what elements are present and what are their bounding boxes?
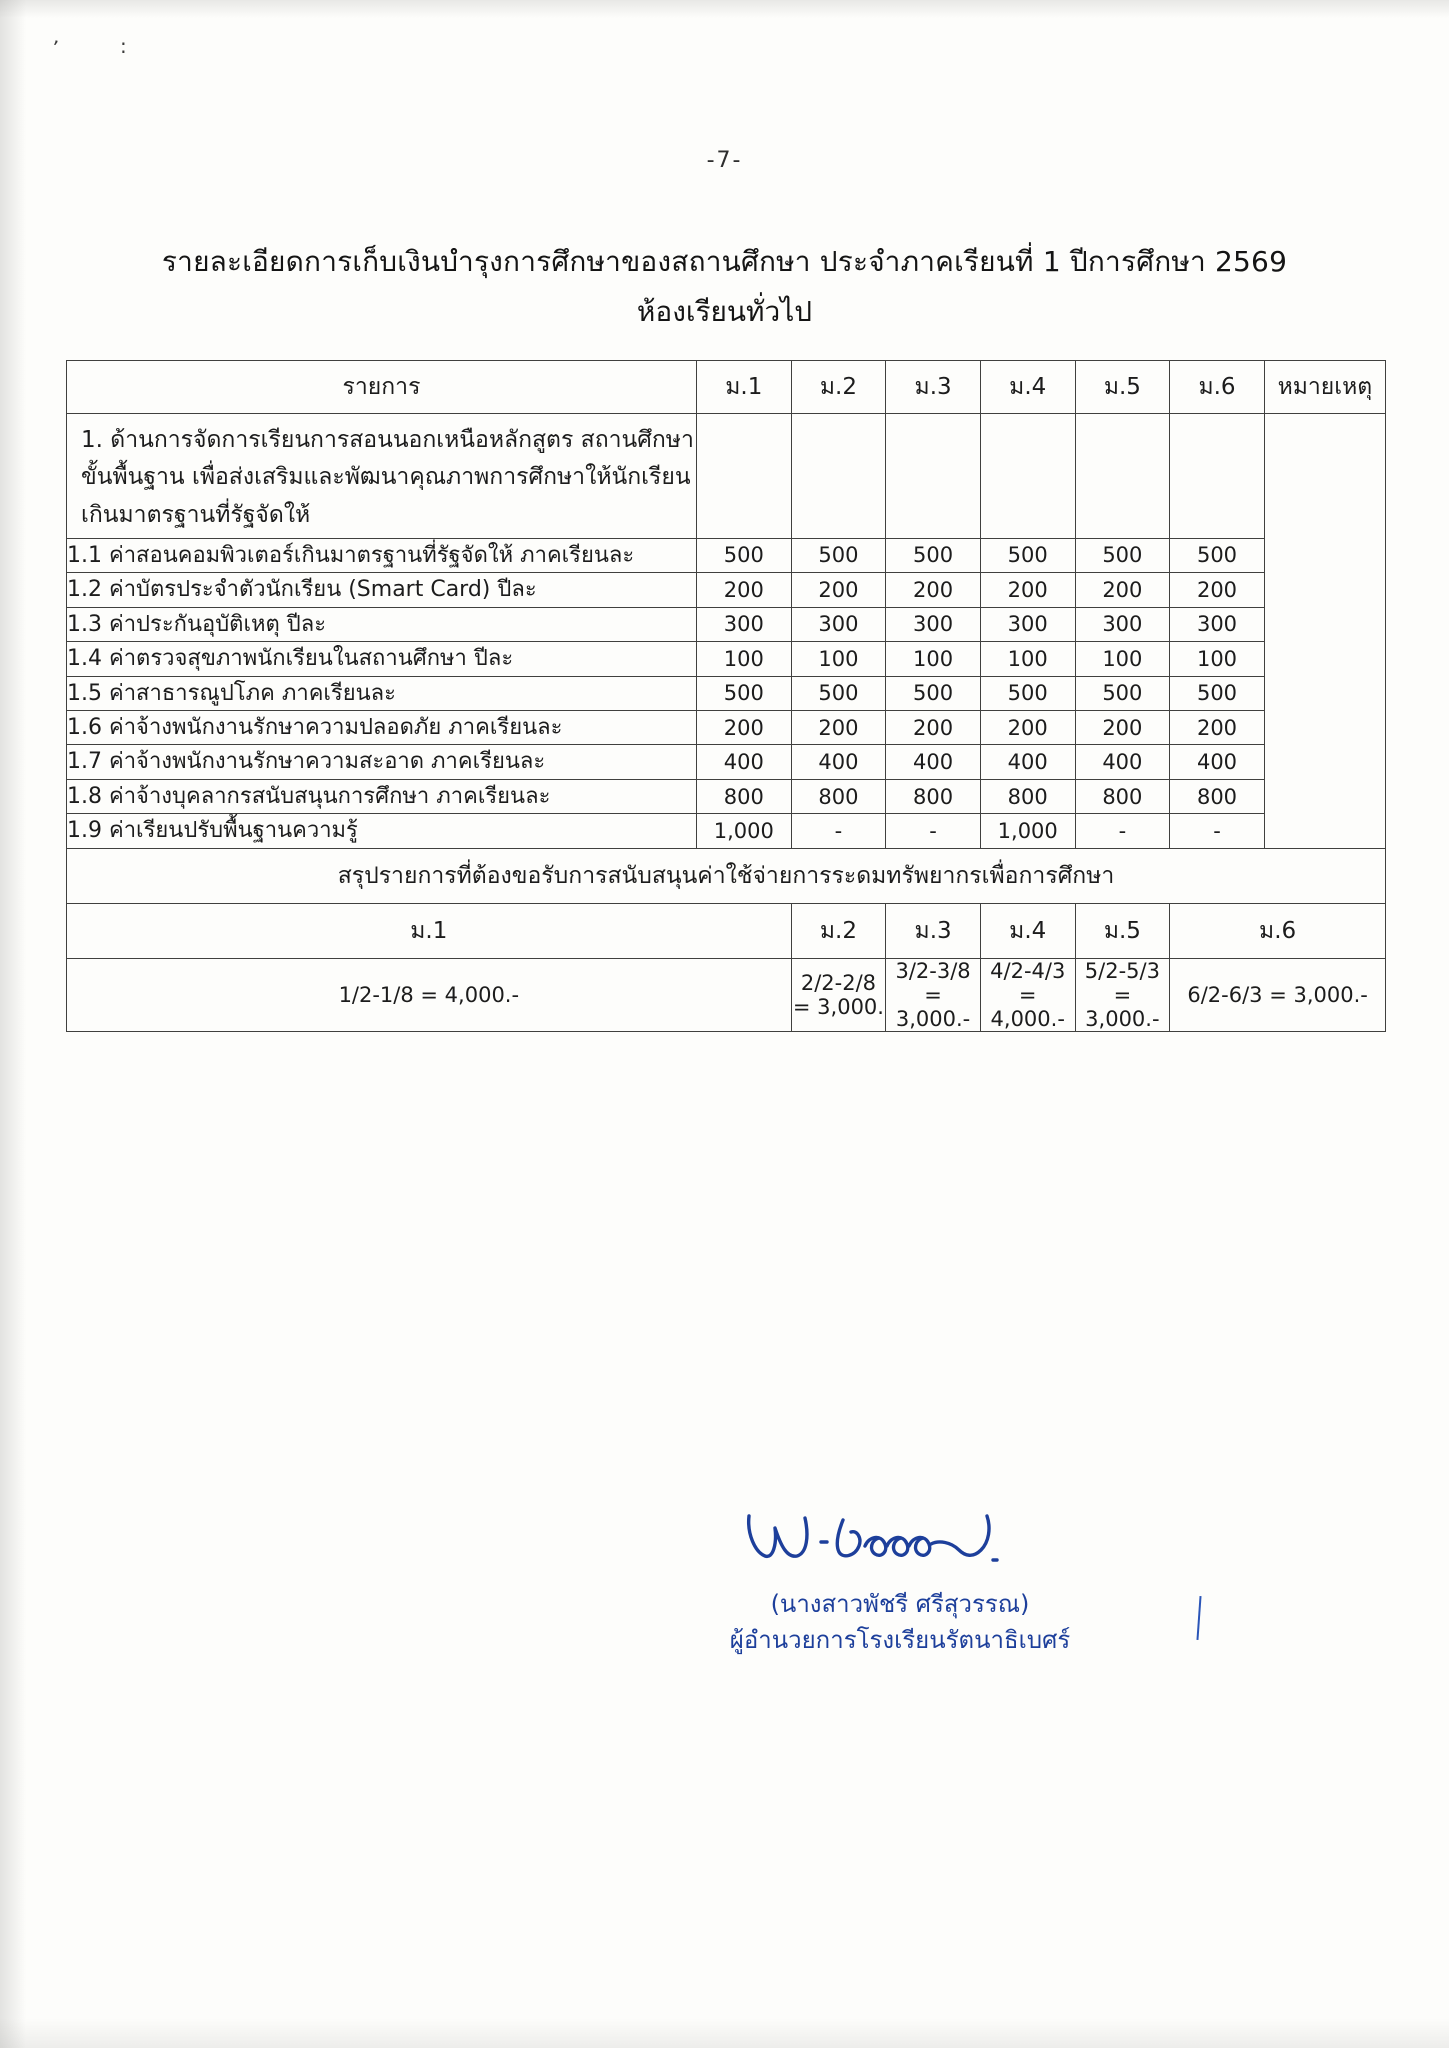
summary-value-m1: 1/2-1/8 = 4,000.-	[67, 958, 792, 1031]
row-value-m6: 300	[1170, 607, 1265, 641]
section-heading-blank-m6	[1170, 414, 1265, 539]
section-heading-line-2: ขั้นพื้นฐาน เพื่อส่งเสริมและพัฒนาคุณภาพการศึกษาให้นักเรียน	[81, 464, 691, 491]
page-subtitle: ห้องเรียนทั่วไป	[636, 295, 813, 328]
header-grade-m4: ม.4	[980, 361, 1075, 414]
row-value-m1: 200	[696, 573, 791, 607]
row-value-m4: 500	[980, 676, 1075, 710]
section-heading-blank-m2	[791, 414, 886, 539]
row-value-m1: 300	[696, 607, 791, 641]
row-label: 1.3 ค่าประกันอุบัติเหตุ ปีละ	[67, 607, 697, 641]
signatory-role: ผู้อำนวยการโรงเรียนรัตนาธิเบศร์	[729, 1626, 1071, 1654]
row-value-m1: 100	[696, 642, 791, 676]
row-value-m4: 200	[980, 573, 1075, 607]
summary-grade-m2: ม.2	[791, 903, 886, 958]
row-value-m2: 400	[791, 745, 886, 779]
ink-stroke-artifact	[1196, 1596, 1201, 1640]
row-value-m3: 100	[886, 642, 981, 676]
row-value-m2: 500	[791, 538, 886, 572]
section-heading-row	[67, 414, 1386, 539]
row-value-m3: 200	[886, 573, 981, 607]
row-value-m1: 800	[696, 779, 791, 813]
section-heading-blank-m1	[696, 414, 791, 539]
row-value-m5: 200	[1075, 573, 1170, 607]
summary-value-m6: 6/2-6/3 = 3,000.-	[1170, 958, 1386, 1031]
row-value-m6: -	[1170, 814, 1265, 848]
row-value-m2: 800	[791, 779, 886, 813]
section-heading-cell	[67, 414, 697, 539]
section-heading-line-1: 1. ด้านการจัดการเรียนการสอนนอกเหนือหลักสูตร สถานศึกษา	[81, 427, 694, 453]
row-value-m1: 500	[696, 676, 791, 710]
row-value-m2: 100	[791, 642, 886, 676]
row-value-m3: 400	[886, 745, 981, 779]
row-value-m1: 400	[696, 745, 791, 779]
row-value-m5: 800	[1075, 779, 1170, 813]
fee-table-header	[67, 361, 1386, 414]
summary-grade-m4: ม.4	[980, 903, 1075, 958]
summary-grade-m6: ม.6	[1170, 903, 1386, 958]
header-grade-m3: ม.3	[886, 361, 981, 414]
row-value-m4: 1,000	[980, 814, 1075, 848]
row-value-m3: 500	[886, 676, 981, 710]
row-value-m5: 100	[1075, 642, 1170, 676]
scan-artifact-speck: :	[120, 34, 127, 58]
row-value-m1: 500	[696, 538, 791, 572]
row-value-m4: 200	[980, 710, 1075, 744]
scan-edge-shading-bottom	[0, 2018, 1449, 2048]
row-value-m4: 100	[980, 642, 1075, 676]
row-value-m6: 500	[1170, 538, 1265, 572]
summary-value-m5: 5/2-5/3 = 3,000.-	[1075, 958, 1170, 1031]
scan-edge-shading-top	[0, 0, 1449, 18]
scan-artifact-speck: ʼ	[50, 35, 60, 61]
row-value-m5: 400	[1075, 745, 1170, 779]
page-title: รายละเอียดการเก็บเงินบำรุงการศึกษาของสถานศึกษา ประจำภาคเรียนที่ 1 ปีการศึกษา 2569	[161, 245, 1288, 278]
row-label: 1.7 ค่าจ้างพนักงานรักษาความสะอาด ภาคเรียนละ	[67, 745, 697, 779]
row-value-m2: 500	[791, 676, 886, 710]
row-value-m6: 400	[1170, 745, 1265, 779]
row-value-m6: 800	[1170, 779, 1265, 813]
row-value-m3: 200	[886, 710, 981, 744]
table-row	[67, 607, 1386, 641]
row-value-m2: -	[791, 814, 886, 848]
summary-value-m2: 2/2-2/8 = 3,000.	[791, 958, 886, 1031]
row-value-m3: 500	[886, 538, 981, 572]
row-label: 1.8 ค่าจ้างบุคลากรสนับสนุนการศึกษา ภาคเรียนละ	[67, 779, 697, 813]
note-column-cell	[1264, 414, 1385, 849]
row-value-m5: 200	[1075, 710, 1170, 744]
row-value-m6: 200	[1170, 710, 1265, 744]
summary-value-row	[67, 958, 1386, 1031]
table-row	[67, 779, 1386, 813]
row-value-m4: 800	[980, 779, 1075, 813]
row-label: 1.6 ค่าจ้างพนักงานรักษาความปลอดภัย ภาคเรียนละ	[67, 710, 697, 744]
table-row	[67, 745, 1386, 779]
row-label: 1.1 ค่าสอนคอมพิวเตอร์เกินมาตรฐานที่รัฐจัดให้ ภาคเรียนละ	[67, 538, 697, 572]
summary-grade-m1: ม.1	[67, 903, 792, 958]
signature-block	[660, 1500, 1140, 1658]
header-grade-m1: ม.1	[696, 361, 791, 414]
summary-title: สรุปรายการที่ต้องขอรับการสนับสนุนค่าใช้จ่ายการระดมทรัพยากรเพื่อการศึกษา	[67, 848, 1386, 903]
summary-title-row	[67, 848, 1386, 903]
summary-value-m3: 3/2-3/8 = 3,000.-	[886, 958, 981, 1031]
row-value-m1: 200	[696, 710, 791, 744]
row-value-m2: 200	[791, 573, 886, 607]
row-value-m1: 1,000	[696, 814, 791, 848]
row-label: 1.4 ค่าตรวจสุขภาพนักเรียนในสถานศึกษา ปีละ	[67, 642, 697, 676]
summary-value-m4: 4/2-4/3 = 4,000.-	[980, 958, 1075, 1031]
summary-grade-m3: ม.3	[886, 903, 981, 958]
table-row	[67, 642, 1386, 676]
row-label: 1.9 ค่าเรียนปรับพื้นฐานความรู้	[67, 814, 697, 848]
section-heading-text	[67, 414, 696, 538]
handwritten-signature	[660, 1500, 1140, 1586]
row-value-m5: 500	[1075, 676, 1170, 710]
table-row	[67, 814, 1386, 848]
fee-table	[66, 360, 1386, 1032]
summary-grade-m5: ม.5	[1075, 903, 1170, 958]
table-row	[67, 676, 1386, 710]
row-value-m6: 100	[1170, 642, 1265, 676]
section-heading-blank-m4	[980, 414, 1075, 539]
row-value-m6: 200	[1170, 573, 1265, 607]
header-item: รายการ	[67, 361, 697, 414]
row-value-m5: 500	[1075, 538, 1170, 572]
section-heading-blank-m5	[1075, 414, 1170, 539]
row-value-m6: 500	[1170, 676, 1265, 710]
row-label: 1.2 ค่าบัตรประจำตัวนักเรียน (Smart Card) ปีละ	[67, 573, 697, 607]
row-value-m4: 300	[980, 607, 1075, 641]
row-value-m3: 800	[886, 779, 981, 813]
row-value-m3: 300	[886, 607, 981, 641]
row-value-m4: 400	[980, 745, 1075, 779]
header-grade-m6: ม.6	[1170, 361, 1265, 414]
section-heading-line-3: เกินมาตรฐานที่รัฐจัดให้	[81, 501, 311, 528]
summary-grade-row	[67, 903, 1386, 958]
table-header-row	[67, 361, 1386, 414]
fee-table-container	[66, 360, 1386, 1032]
header-note: หมายเหตุ	[1264, 361, 1385, 414]
row-value-m3: -	[886, 814, 981, 848]
table-row	[67, 573, 1386, 607]
section-heading-blank-m3	[886, 414, 981, 539]
table-row	[67, 710, 1386, 744]
header-grade-m5: ม.5	[1075, 361, 1170, 414]
signatory-name: (นางสาวพัชรี ศรีสุวรรณ)	[770, 1590, 1030, 1618]
row-value-m5: 300	[1075, 607, 1170, 641]
row-value-m5: -	[1075, 814, 1170, 848]
fee-table-body	[67, 414, 1386, 1032]
table-row	[67, 538, 1386, 572]
row-label: 1.5 ค่าสาธารณูปโภค ภาคเรียนละ	[67, 676, 697, 710]
page-number: -7-	[706, 148, 743, 173]
header-grade-m2: ม.2	[791, 361, 886, 414]
row-value-m2: 300	[791, 607, 886, 641]
row-value-m4: 500	[980, 538, 1075, 572]
row-value-m2: 200	[791, 710, 886, 744]
